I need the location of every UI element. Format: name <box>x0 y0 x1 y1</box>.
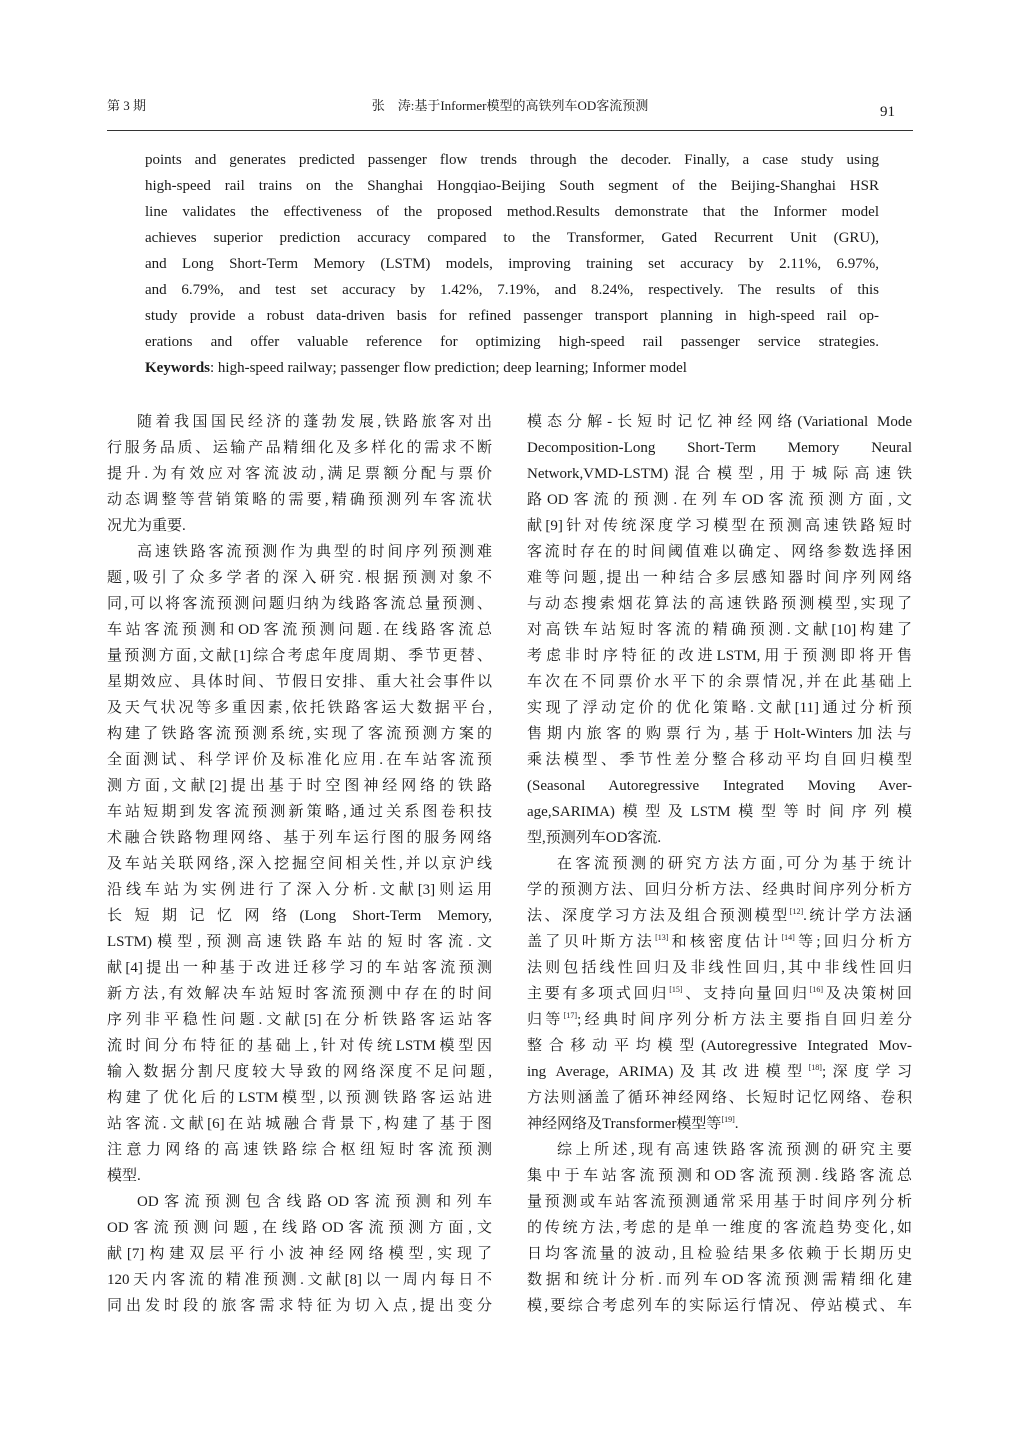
text-line: 车站短期到发客流预测新策略,通过关系图卷积技 <box>107 804 492 820</box>
text-line: 全面测试、科学评价及标准化应用.在车站客流预 <box>107 752 492 768</box>
text-line: 客流时存在的时间阈值难以确定、网络参数选择困 <box>527 544 912 560</box>
citation-superscript: [15] <box>669 985 683 994</box>
paragraph <box>527 1137 912 1319</box>
text-line: 高速铁路客流预测作为典型的时间序列预测难 <box>137 544 492 560</box>
text-segment: 盖了贝叶斯方法 <box>527 934 656 950</box>
text-line: 构建了优化后的LSTM模型,以预测铁路客运站进 <box>107 1090 492 1106</box>
abstract-line: and 6.79%, and test set accuracy by 1.42%, 7.19%, and 8.24%, respectively. The results of this <box>145 282 879 298</box>
text-segment: ;深度学习 <box>821 1064 912 1080</box>
text-line: 同,可以将客流预测问题归纳为线路客流总量预测、 <box>107 596 492 612</box>
text-line: 献[9]针对传统深度学习模型在预测高速铁路短时 <box>527 518 912 534</box>
abstract-line: points and generates predicted passenger flow trends through the decoder. Finally, a case study using <box>145 152 879 168</box>
text-line: 在客流预测的研究方法方面,可分为基于统计 <box>557 856 912 872</box>
text-line: 数据和统计分析.而列车OD客流预测需精细化建 <box>527 1272 912 1288</box>
text-line: 况尤为重要. <box>107 518 186 534</box>
text-line <box>527 1111 912 1137</box>
text-line: 的传统方法,考虑的是单一维度的客流趋势变化,如 <box>527 1220 912 1236</box>
text-line: 路OD客流的预测.在列车OD客流预测方面,文 <box>527 492 912 508</box>
paragraph <box>107 539 492 1189</box>
text-line: 注意力网络的高速铁路综合枢纽短时客流预测 <box>107 1142 492 1158</box>
citation-superscript: [12] <box>789 907 804 916</box>
text-line: 长短期记忆网络(Long Short-Term Memory, <box>107 908 492 924</box>
text-line: 测方面,文献[2]提出基于时空图神经网络的铁路 <box>107 778 492 794</box>
text-line: 学的预测方法、回归分析方法、经典时间序列分析方 <box>527 882 912 898</box>
text-segment: 法、深度学习方法及组合预测模型 <box>527 908 790 924</box>
text-line: 流时间分布特征的基础上,针对传统LSTM模型因 <box>107 1038 492 1054</box>
text-line: age,SARIMA)模型及LSTM模型等时间序列模 <box>527 804 912 820</box>
text-line: 沿线车站为实例进行了深入分析.文献[3]则运用 <box>107 882 492 898</box>
paragraph <box>107 1189 492 1319</box>
paragraph <box>107 409 492 539</box>
citation-superscript: [18] <box>808 1063 822 1072</box>
text-line: OD客流预测包含线路OD客流预测和列车 <box>137 1194 492 1210</box>
running-title: 张 涛:基于Informer模型的高铁列车OD客流预测 <box>371 98 649 113</box>
keywords <box>145 355 879 381</box>
header-divider <box>107 130 913 131</box>
text-line: OD客流预测问题,在线路OD客流预测方面,文 <box>107 1220 492 1236</box>
text-line: 同出发时段的旅客需求特征为切入点,提出变分 <box>107 1298 492 1314</box>
text-line: 星期效应、具体时间、节假日安排、重大社会事件以 <box>107 674 492 690</box>
body-left-column <box>107 409 492 1319</box>
abstract-line: erations and offer valuable reference for optimizing high-speed rail passenger service strategies. <box>145 334 879 350</box>
citation-superscript: [14] <box>781 933 795 942</box>
abstract-line: high-speed rail trains on the Shanghai Hongqiao-Beijing South segment of the Beijing-Shanghai HSR <box>145 178 879 194</box>
text-line: Decomposition-Long Short-Term Memory Neural <box>527 440 912 456</box>
text-line: 法则包括线性回归及非线性回归,其中非线性回归 <box>527 960 912 976</box>
text-line: 术融合铁路物理网络、基于列车运行图的服务网络 <box>107 830 492 846</box>
text-line: 动态调整等营销策略的需要,精确预测列车客流状 <box>107 492 492 508</box>
abstract-body <box>145 147 879 355</box>
text-line: 随着我国国民经济的蓬勃发展,铁路旅客对出 <box>137 414 492 430</box>
text-segment: . <box>734 1116 739 1132</box>
page-number: 91 <box>880 104 895 120</box>
text-segment: ing Average, ARIMA)及其改进模型 <box>527 1064 809 1080</box>
text-line: 日均客流量的波动,且检验结果多依赖于长期历史 <box>527 1246 912 1262</box>
body-right-column <box>527 409 912 1319</box>
abstract-line: achieves superior prediction accuracy compared to the Transformer, Gated Recurrent Unit (GRU), <box>145 230 879 246</box>
paragraph <box>527 851 912 1137</box>
text-line: 车站客流预测和OD客流预测问题.在线路客流总 <box>107 622 492 638</box>
text-line: 献[7]构建双层平行小波神经网络模型,实现了 <box>107 1246 492 1262</box>
text-segment: 主要有多项式回归 <box>527 986 670 1002</box>
text-line: (Seasonal Autoregressive Integrated Moving Aver- <box>527 778 912 794</box>
paragraph <box>527 409 912 851</box>
text-line: 站客流.文献[6]在站城融合背景下,构建了基于图 <box>107 1116 492 1132</box>
text-segment: ;经典时间序列分析方法主要指自回归差分 <box>577 1012 912 1028</box>
text-line: 120天内客流的精准预测.文献[8]以一周内每日不 <box>107 1272 492 1288</box>
text-segment: 和核密度估计 <box>668 934 782 950</box>
abstract-line: line validates the effectiveness of the proposed method.Results demonstrate that the Informer model <box>145 204 879 220</box>
citation-superscript: [16] <box>809 985 824 994</box>
keywords-text: : high-speed railway; passenger flow prediction; deep learning; Informer model <box>210 360 687 376</box>
text-line <box>527 929 912 955</box>
abstract-line: study provide a robust data-driven basis for refined passenger transport planning in high-speed rail op- <box>145 308 879 324</box>
abstract-line: and Long Short-Term Memory (LSTM) models, improving training set accuracy by 2.11%, 6.97%, <box>145 256 879 272</box>
text-line: 考虑非时序特征的改进LSTM,用于预测即将开售 <box>527 648 912 664</box>
text-line: 行服务品质、运输产品精细化及多样化的需求不断 <box>107 440 492 456</box>
text-segment: 归等 <box>527 1012 564 1028</box>
text-line: 模型. <box>107 1168 141 1184</box>
text-line: 对高铁车站短时客流的精确预测.文献[10]构建了 <box>527 622 912 638</box>
citation-superscript: [17] <box>563 1011 578 1020</box>
text-line: 题,吸引了众多学者的深入研究.根据预测对象不 <box>107 570 492 586</box>
citation-superscript: [13] <box>655 933 669 942</box>
text-line: Network,VMD-LSTM)混合模型,用于城际高速铁 <box>527 466 912 482</box>
text-line: 输入数据分割尺度较大导致的网络深度不足问题, <box>107 1064 492 1080</box>
text-line: 量预测或车站客流预测通常采用基于时间序列分析 <box>527 1194 912 1210</box>
text-line: 模态分解-长短时记忆神经网络(Variational Mode <box>527 414 912 430</box>
text-line: 提升.为有效应对客流波动,满足票额分配与票价 <box>107 466 492 482</box>
text-line: 乘法模型、季节性差分整合移动平均自回归模型 <box>527 752 912 768</box>
text-line <box>527 1059 912 1085</box>
text-segment: 等;回归分析方 <box>794 934 912 950</box>
text-line: LSTM)模型,预测高速铁路车站的短时客流.文 <box>107 934 492 950</box>
keywords-label: Keywords <box>145 360 210 376</box>
text-line: 售期内旅客的购票行为,基于Holt-Winters加法与 <box>527 726 912 742</box>
issue-number: 第 3 期 <box>107 98 147 113</box>
text-line <box>527 981 912 1007</box>
text-line: 新方法,有效解决车站短时客流预测中存在的时间 <box>107 986 492 1002</box>
text-line: 实现了浮动定价的优化策略.文献[11]通过分析预 <box>527 700 912 716</box>
text-line: 方法则涵盖了循环神经网络、长短时记忆网络、卷积 <box>527 1090 912 1106</box>
text-line: 型,预测列车OD客流. <box>527 830 662 846</box>
text-line <box>527 1007 912 1033</box>
text-segment: 及决策树回 <box>823 986 912 1002</box>
text-line <box>527 903 912 929</box>
text-line: 集中于车站客流预测和OD客流预测.线路客流总 <box>527 1168 912 1184</box>
text-line: 模,要综合考虑列车的实际运行情况、停站模式、车 <box>527 1298 912 1314</box>
text-line: 整合移动平均模型(Autoregressive Integrated Mov- <box>527 1038 912 1054</box>
text-segment: 神经网络及Transformer模型等 <box>527 1116 722 1132</box>
text-line: 量预测方面,文献[1]综合考虑年度周期、季节更替、 <box>107 648 492 664</box>
text-line: 综上所述,现有高速铁路客流预测的研究主要 <box>557 1142 912 1158</box>
text-line: 车次在不同票价水平下的余票情况,并在此基础上 <box>527 674 912 690</box>
text-segment: .统计学方法涵 <box>803 908 912 924</box>
text-segment: 、支持向量回归 <box>682 986 810 1002</box>
text-line: 构建了铁路客流预测系统,实现了客流预测方案的 <box>107 726 492 742</box>
text-line: 序列非平稳性问题.文献[5]在分析铁路客运站客 <box>107 1012 492 1028</box>
citation-superscript: [19] <box>721 1115 735 1124</box>
text-line: 与动态搜索烟花算法的高速铁路预测模型,实现了 <box>527 596 912 612</box>
text-line: 献[4]提出一种基于改进迁移学习的车站客流预测 <box>107 960 492 976</box>
english-abstract <box>145 147 879 381</box>
text-line: 及车站关联网络,深入挖掘空间相关性,并以京沪线 <box>107 856 492 872</box>
text-line: 及天气状况等多重因素,依托铁路客运大数据平台, <box>107 700 492 716</box>
text-line: 难等问题,提出一种结合多层感知器时间序列网络 <box>527 570 912 586</box>
